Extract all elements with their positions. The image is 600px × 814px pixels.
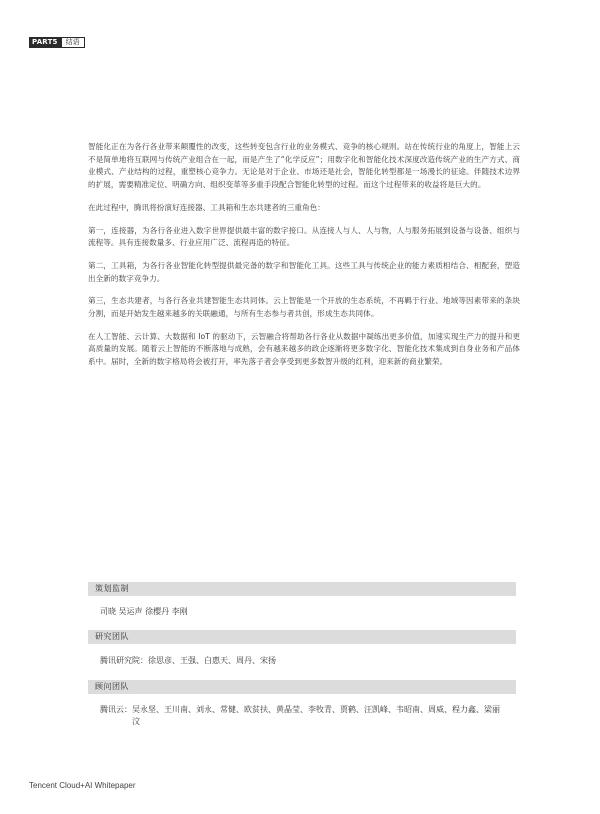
part-number: PART5 xyxy=(29,37,61,48)
advisory-names-text: 吴永坚、王川南、刘永、常健、欧贫扶、黄晶莹、李牧青、贾鹤、汪凯峰、韦昭南、周威、程力鑫、梁丽汶 xyxy=(132,705,500,726)
research-label: 腾讯研究院： xyxy=(100,656,148,665)
part-tag xyxy=(29,37,85,48)
research-names-text: 徐思彦、王强、白惠天、周丹、宋扬 xyxy=(148,656,276,665)
paragraph-6: 在人工智能、云计算、大数据和 IoT 的驱动下，云智融合将帮助各行各业从数据中凝练出更多价值，加速实现生产力的提升和更高质量的发展。随着云上智能的不断落地与成熟，会有越来越多的政企逐渐将更多数字化、智能化技术集成到自身业务和产品体系中。届时，全新的数字格局将会被打开，率先落子者会享受到更多数智升级的红利，迎来新的商业繁荣。 xyxy=(88,331,520,367)
planning-header: 策划监制 xyxy=(88,582,516,596)
part-name: 结语 xyxy=(61,37,85,48)
research-header: 研究团队 xyxy=(88,630,516,644)
paragraph-3: 第一，连接器，为各行各业进入数字世界提供最丰富的数字接口。从连接人与人、人与物，人与服务拓展到设备与设备、组织与流程等。具有连接数量多、行业应用广泛、流程再造的特征。 xyxy=(88,225,520,248)
advisory-label: 腾讯云： xyxy=(100,705,132,714)
paragraph-2: 在此过程中，腾讯将扮演好连接器、工具箱和生态共建者的三重角色： xyxy=(88,202,325,212)
paragraph-4: 第二，工具箱，为各行各业智能化转型提供最完备的数字和智能化工具。这些工具与传统企业的能力素质相结合、相配套，塑造出全新的数字竞争力。 xyxy=(88,260,520,283)
planning-names xyxy=(100,606,188,618)
conclusion-body xyxy=(88,141,520,379)
paragraph-5: 第三，生态共建者，与各行各业共建智能生态共同体。云上智能是一个开放的生态系统，不再羁于行业、地域等因素带来的条块分割，而是开始发生越来越多的关联融通，与所有生态参与者共创，形成生态共同体。 xyxy=(88,296,520,319)
advisory-header: 顾问团队 xyxy=(88,680,516,694)
advisory-names xyxy=(100,704,507,728)
paragraph-1: 智能化正在为各行各业带来颠覆性的改变，这些转变包含行业的业务模式、竞争的核心规则。站在传统行业的角度上，智能上云不是简单地将互联网与传统产业组合在一起，而是产生了“化学反应”；用数字化和智能化技术深度改造传统产业的生产方式、商业模式、产业结构的过程，重塑核心竞争力。无论是对于企业、市场还是社会，智能化转型都是一场漫长的征途。伴随技术边界的扩展，需要精准定位、明确方向、组织变革等多重手段配合智能化转型的过程。而这个过程带来的收益将是巨大的。 xyxy=(88,142,520,190)
planning-names-text: 司晓 吴运声 徐樱丹 李刚 xyxy=(100,607,188,616)
footer-title: Tencent Cloud+AI Whitepaper xyxy=(29,781,136,790)
research-names xyxy=(100,655,523,667)
